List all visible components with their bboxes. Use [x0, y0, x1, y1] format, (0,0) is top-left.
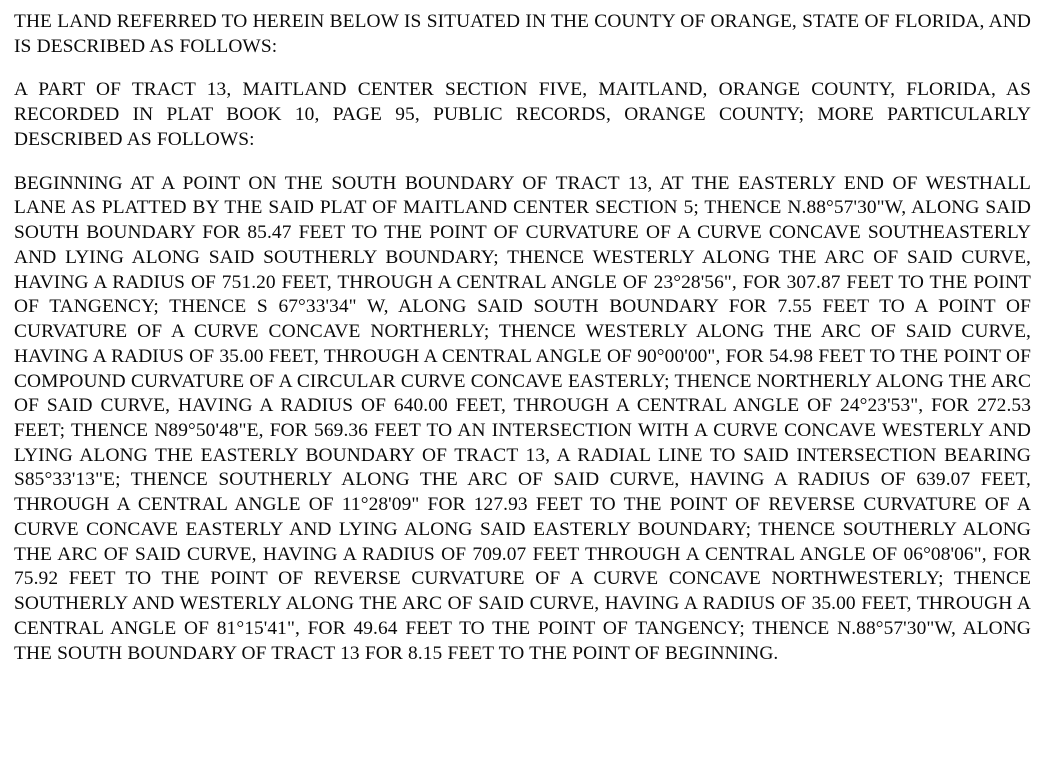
paragraph-plat-reference: A PART OF TRACT 13, MAITLAND CENTER SECTION FIVE, MAITLAND, ORANGE COUNTY, FLORIDA, AS RECORDED IN PLAT BOOK 10, PAGE 95, PUBLIC RECORDS, ORANGE COUNTY; MORE PARTICULARLY DESCRIBED AS FOLLOWS: [14, 79, 1031, 150]
paragraph-land-location: THE LAND REFERRED TO HEREIN BELOW IS SITUATED IN THE COUNTY OF ORANGE, STATE OF FLORIDA, AND IS DESCRIBED AS FOLLOWS: [14, 11, 1031, 57]
paragraph-metes-and-bounds: BEGINNING AT A POINT ON THE SOUTH BOUNDARY OF TRACT 13, AT THE EASTERLY END OF WESTHALL LANE AS PLATTED BY THE SAID PLAT OF MAITLAND CENTER SECTION 5; THENCE N.88°57'30"W, ALONG SAID SOUTH BOUNDARY FOR 85.47 FEET TO THE POINT OF CURVATURE OF A CURVE CONCAVE SOUTHEASTERLY AND LYING ALONG SAID SOUTHERLY BOUNDARY; THENCE WESTERLY ALONG THE ARC OF SAID CURVE, HAVING A RADIUS OF 751.20 FEET, THROUGH A CENTRAL ANGLE OF 23°28'56", FOR 307.87 FEET TO THE POINT OF TANGENCY; THENCE S 67°33'34" W, ALONG SAID SOUTH BOUNDARY FOR 7.55 FEET TO A POINT OF CURVATURE OF A CURVE CONCAVE NORTHERLY; THENCE WESTERLY ALONG THE ARC OF SAID CURVE, HAVING A RADIUS OF 35.00 FEET, THROUGH A CENTRAL ANGLE OF 90°00'00", FOR 54.98 FEET TO THE POINT OF COMPOUND CURVATURE OF A CIRCULAR CURVE CONCAVE EASTERLY; THENCE NORTHERLY ALONG THE ARC OF SAID CURVE, HAVING A RADIUS OF 640.00 FEET, THROUGH A CENTRAL ANGLE OF 24°23'53", FOR 272.53 FEET; THENCE N89°50'48"E, FOR 569.36 FEET TO AN INTERSECTION WITH A CURVE CONCAVE WESTERLY AND LYING ALONG THE EASTERLY BOUNDARY OF TRACT 13, A RADIAL LINE TO SAID INTERSECTION BEARING S85°33'13"E; THENCE SOUTHERLY ALONG THE ARC OF SAID CURVE, HAVING A RADIUS OF 639.07 FEET, THROUGH A CENTRAL ANGLE OF 11°28'09" FOR 127.93 FEET TO THE POINT OF REVERSE CURVATURE OF A CURVE CONCAVE EASTERLY AND LYING ALONG SAID EASTERLY BOUNDARY; THENCE SOUTHERLY ALONG THE ARC OF SAID CURVE, HAVING A RADIUS OF 709.07 FEET THROUGH A CENTRAL ANGLE OF 06°08'06", FOR 75.92 FEET TO THE POINT OF REVERSE CURVATURE OF A CURVE CONCAVE NORTHWESTERLY; THENCE SOUTHERLY AND WESTERLY ALONG THE ARC OF SAID CURVE, HAVING A RADIUS OF 35.00 FEET, THROUGH A CENTRAL ANGLE OF 81°15'41", FOR 49.64 FEET TO THE POINT OF TANGENCY; THENCE N.88°57'30"W, ALONG THE SOUTH BOUNDARY OF TRACT 13 FOR 8.15 FEET TO THE POINT OF BEGINNING. [14, 172, 1031, 664]
